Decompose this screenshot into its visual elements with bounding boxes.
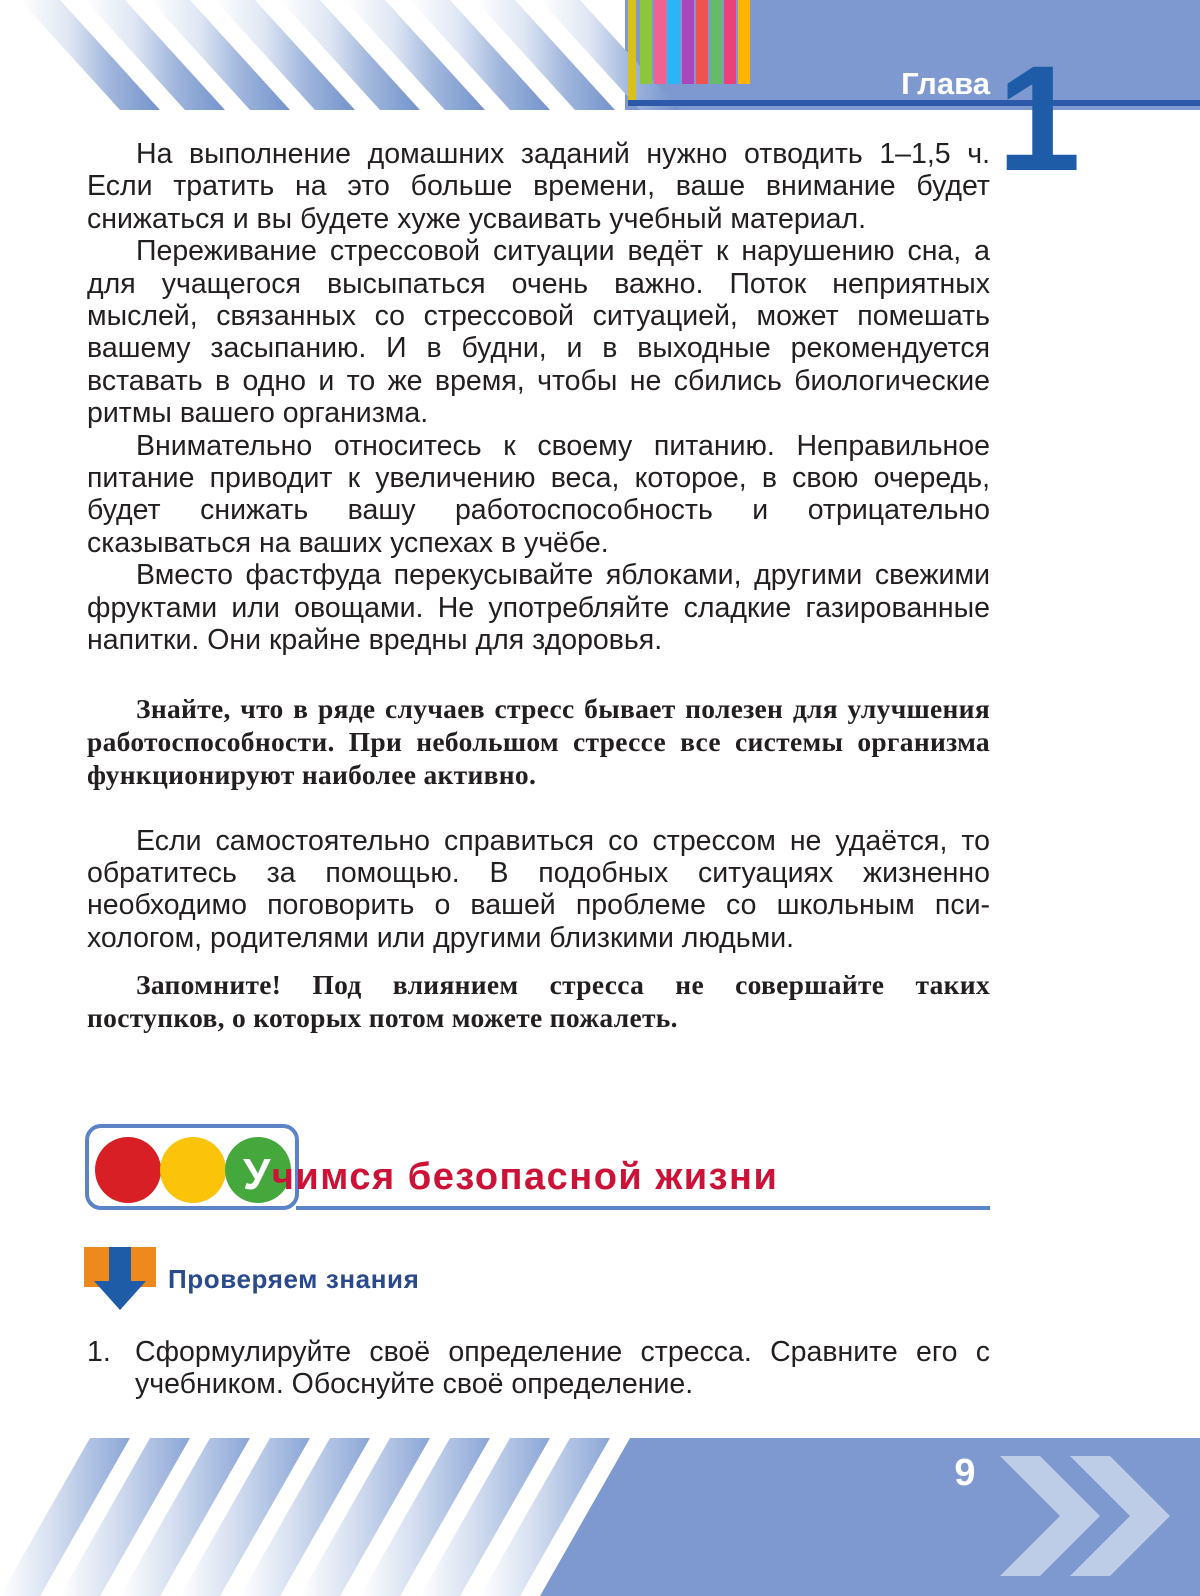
chapter-number-text: 1 — [997, 34, 1081, 202]
question-item — [87, 1336, 990, 1401]
paragraph: Внимательно относитесь к своему питанию. Неправильное питание приводит к увеличению веса, которое, в свою очередь, будет снижать вашу работоспособность и отрицательно сказываться на ваших успехах в учёбе. — [87, 429, 990, 559]
footer-band — [0, 1438, 1200, 1596]
main-text — [87, 138, 990, 1034]
paragraph: Если самостоятельно справиться со стрессом не удаётся, то обратитесь за помощью. В подобных ситуациях жизненно необходимо поговорить о вашей проблеме со школьным психологом, родителями или другими близкими людьми. — [87, 824, 990, 954]
question-list — [87, 1336, 990, 1401]
page-number: 9 — [954, 1452, 976, 1494]
section-title: Учимся безопасной жизни — [243, 1150, 779, 1199]
down-arrow-icon — [84, 1247, 156, 1313]
paragraph: Переживание стрессовой ситуации ведёт к нарушению сна, а для учащегося высыпаться очень важно. Поток неприятных мыслей, связанных со стрессовой ситуацией, может помешать вашему засыпанию. И в будни, и в выходные рекомендуется вставать в одно и то же время, чтобы не сбились биологические ритмы вашего организма. — [87, 235, 990, 430]
check-knowledge-title: Проверяем знания — [168, 1264, 420, 1294]
chapter-label: Глава — [901, 66, 990, 101]
reminder-note: Запомните! Под влиянием стресса не совершайте таких поступков, о которых потом можете пожалеть. — [87, 969, 990, 1034]
yellow-light-icon — [160, 1137, 226, 1203]
red-light-icon — [95, 1137, 161, 1203]
paragraph: На выполнение домашних заданий нужно отводить 1–1,5 ч. Если тратить на это больше времени, ваше внимание будет снижаться и вы будете хуже усваивать учебный материал. — [87, 138, 990, 235]
paragraph: Вместо фастфуда перекусывайте яблоками, другими свежими фруктами или овощами. Не употребляйте сладкие газированные напитки. Они крайне вредны для здоровья. — [87, 559, 990, 657]
chapter-number — [997, 34, 1081, 202]
section-underline — [296, 1206, 990, 1210]
important-note: Знайте, что в ряде случаев стресс бывает полезен для улучшения работоспособности. При небольшом стрессе все системы организма функционируют наиболее активно. — [87, 692, 990, 790]
question-number: 1. — [87, 1336, 111, 1368]
green-light-icon — [225, 1137, 291, 1203]
question-text: Сформулируйте своё определение стресса. Сравните его с учебником. Обоснуйте своё определение. — [135, 1336, 990, 1401]
